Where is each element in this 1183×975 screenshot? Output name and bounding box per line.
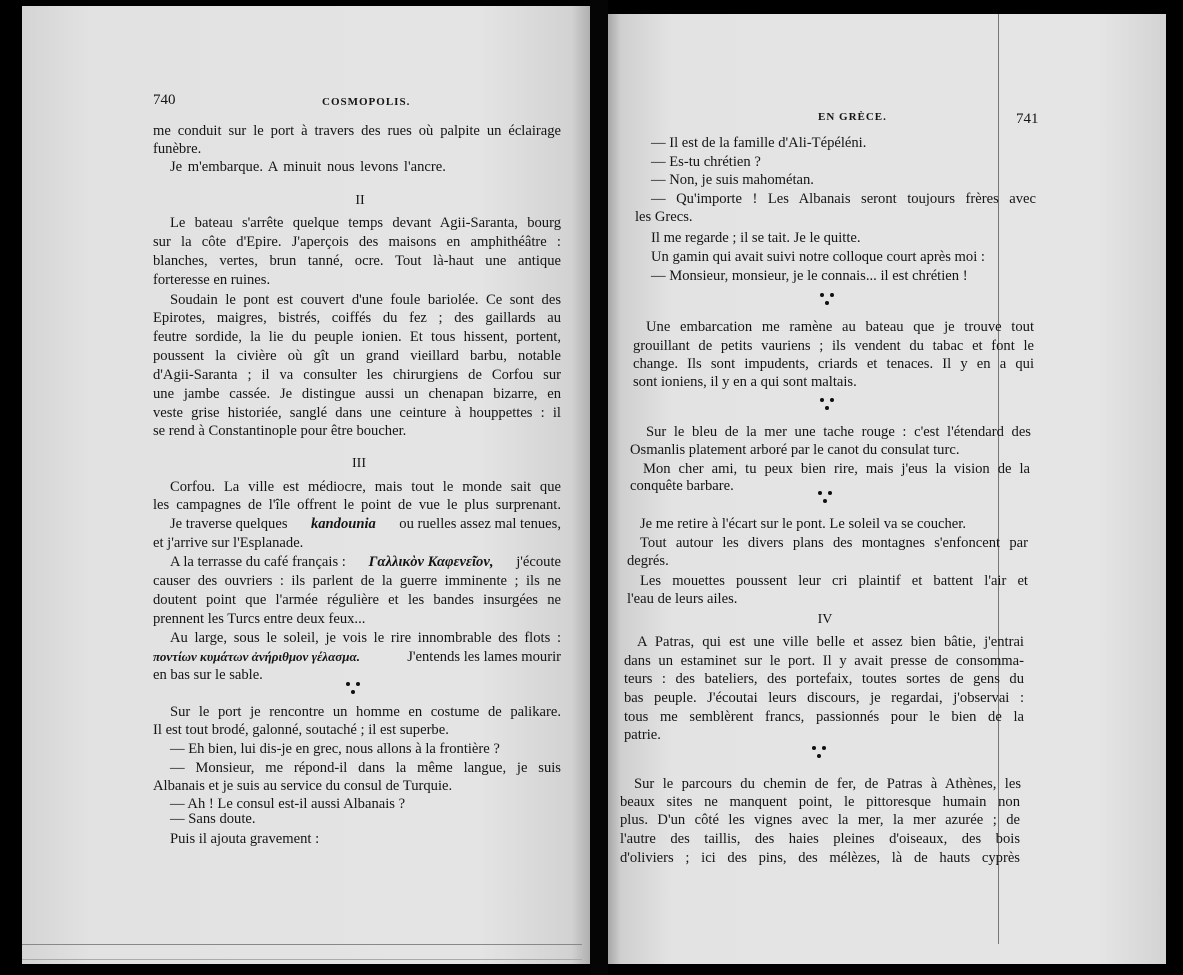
- text-span: j'écoute: [516, 554, 561, 570]
- text-line: Soudain le pont est couvert d'une foule bariolée. Ce sont des: [170, 292, 561, 308]
- text-line: d'Agii-Saranta ; il va consulter les chirurgiens de Corfou sur: [153, 367, 561, 383]
- text-line: — Es-tu chrétien ?: [651, 154, 761, 170]
- running-head: COSMOPOLIS.: [322, 96, 411, 108]
- text-line: — Ah ! Le consul est-il aussi Albanais ?: [170, 796, 406, 812]
- text-line: Tout autour les divers plans des montagnes s'enfoncent par: [640, 535, 1028, 551]
- greek-text: Γαλλικὸν Καφενεῖον,: [368, 554, 494, 570]
- text-line: Sur le bleu de la mer une tache rouge : c'est l'étendard des: [646, 424, 1031, 440]
- text-line: une jambe cassée. Je distingue aussi un chenapan bizarre, en: [153, 386, 561, 402]
- text-line: Albanais et je suis au service du consul de Turquie.: [153, 778, 453, 794]
- text-line: Je m'embarque. A minuit nous levons l'ancre.: [170, 159, 446, 175]
- text-line: — Monsieur, monsieur, je le connais... il est chrétien !: [651, 268, 968, 284]
- text-line: [153, 648, 561, 666]
- text-line: Osmanlis platement arboré par le canot du consulat turc.: [630, 442, 960, 458]
- text-span: ou ruelles assez mal tenues,: [399, 516, 561, 532]
- text-line: beaux sites ne manquent point, le pittoresque humain non: [620, 794, 1020, 810]
- text-span: J'entends les lames mourir: [407, 649, 561, 665]
- text-line: change. Ils sont impudents, criards et tenaces. Il y en a qui: [633, 356, 1034, 372]
- ornament-asterism: [820, 398, 836, 412]
- text-line: les Grecs.: [635, 209, 693, 225]
- text-line: Corfou. La ville est médiocre, mais tout le monde sait que: [170, 479, 561, 495]
- text-line: doutent point que l'armée régulière et les bandes insurgées ne: [153, 592, 561, 608]
- text-line: Le bateau s'arrête quelque temps devant Agii-Saranta, bourg: [170, 215, 561, 231]
- text-line: veste grise historiée, sanglé dans une ceinture à houppettes : il: [153, 405, 561, 421]
- text-line: me conduit sur le port à travers des rues où palpite un éclairage: [153, 123, 561, 139]
- ornament-asterism: [820, 293, 836, 307]
- text-line: patrie.: [624, 727, 661, 743]
- text-line: se rend à Constantinople pour être boucher.: [153, 423, 407, 439]
- text-line: sont ioniens, il y en a qui sont maltais.: [633, 374, 857, 390]
- italic-word: kandounia: [310, 516, 376, 532]
- section-heading: II: [355, 193, 365, 208]
- text-line: prennent les Turcs entre deux feux...: [153, 611, 366, 627]
- text-line: Mon cher ami, tu peux bien rire, mais j'eus la vision de la: [643, 461, 1030, 477]
- text-line: Je me retire à l'écart sur le pont. Le soleil va se coucher.: [640, 516, 966, 532]
- text-line: Epirotes, maigres, bistrés, coiffés du fez ; des gaillards au: [153, 310, 561, 326]
- text-line: bas peuple. J'écoutai leurs discours, je regardai, j'observai :: [624, 690, 1024, 706]
- text-line: [170, 515, 561, 533]
- text-line: d'oliviers ; ici des pins, des mélèzes, là de hauts cyprès: [620, 850, 1020, 866]
- text-line: l'eau de leurs ailes.: [627, 591, 738, 607]
- text-line: blanches, vertes, brun tanné, ocre. Tout là-haut une antique: [153, 253, 561, 269]
- ornament-asterism: [812, 746, 828, 760]
- text-line: Les mouettes poussent leur cri plaintif et battent l'air et: [640, 573, 1028, 589]
- text-line: funèbre.: [153, 141, 202, 157]
- text-line: tous me semblèrent francs, passionnés pour le bien de la: [624, 709, 1024, 725]
- text-line: — Non, je suis mahométan.: [651, 172, 814, 188]
- text-line: plus. D'un côté les vignes avec la mer, la mer azurée ; de: [620, 812, 1020, 828]
- text-line: — Il est de la famille d'Ali-Tépéléni.: [651, 135, 867, 151]
- text-line: dans un estaminet sur le port. Il y avait presse de consomma-: [624, 653, 1024, 669]
- page-number: 741: [1016, 111, 1039, 127]
- text-span: A la terrasse du café français :: [170, 554, 346, 570]
- text-line: poussent la civière où gît un grand vieillard barbu, notable: [153, 348, 561, 364]
- text-line: grouillant de petits vauriens ; ils vendent du tabac et font le: [633, 338, 1034, 354]
- section-heading: III: [352, 456, 366, 471]
- book-gutter: [590, 0, 608, 975]
- text-line: Une embarcation me ramène au bateau que je trouve tout: [646, 319, 1034, 335]
- text-line: teurs : des bateliers, des portefaix, toutes sortes de gens du: [624, 671, 1024, 687]
- text-line: Il me regarde ; il se tait. Je le quitte.: [651, 230, 861, 246]
- text-line: Un gamin qui avait suivi notre colloque court après moi :: [651, 249, 985, 265]
- text-line: les campagnes de l'île offrent le point de vue le plus surprenant.: [153, 497, 561, 513]
- text-line: Sur le parcours du chemin de fer, de Patras à Athènes, les: [634, 776, 1021, 792]
- text-line: — Qu'importe ! Les Albanais seront toujours frères avec: [651, 191, 1036, 207]
- running-head: EN GRÈCE.: [818, 111, 887, 123]
- text-line: conquête barbare.: [630, 478, 734, 494]
- text-line: A Patras, qui est une ville belle et assez bien bâtie, j'entrai: [637, 634, 1024, 650]
- text-line: sur la côte d'Epire. J'aperçois des maisons en amphithéâtre :: [153, 234, 561, 250]
- text-line: causer des ouvriers : ils parlent de la guerre imminente ; ils ne: [153, 573, 561, 589]
- text-line: Au large, sous le soleil, je vois le rire innombrable des flots :: [170, 630, 561, 646]
- text-line: — Monsieur, me répond-il dans la même langue, je suis: [170, 760, 561, 776]
- text-line: l'autre des taillis, des haies pleines d'oiseaux, des bois: [620, 831, 1020, 847]
- text-line: Puis il ajouta gravement :: [170, 831, 320, 847]
- text-line: — Sans doute.: [170, 811, 256, 827]
- ornament-asterism: [818, 491, 834, 505]
- page-edge-lines: [22, 944, 582, 960]
- text-line: [170, 553, 561, 571]
- text-line: forteresse en ruines.: [153, 272, 271, 288]
- text-span: Je traverse quelques: [170, 516, 288, 532]
- greek-text: ποντίων κυμάτων ἀνήριθμον γέλασμα.: [153, 649, 360, 664]
- section-heading: IV: [817, 612, 833, 627]
- text-line: et j'arrive sur l'Esplanade.: [153, 535, 304, 551]
- page-number: 740: [153, 92, 176, 108]
- text-line: Sur le port je rencontre un homme en costume de palikare.: [170, 704, 561, 720]
- text-line: feutre sordide, la lie du peuple ionien. Et tous hissent, portent,: [153, 329, 561, 345]
- ornament-asterism: [346, 682, 362, 696]
- text-line: Il est tout brodé, galonné, soutaché ; il est superbe.: [153, 722, 449, 738]
- text-line: — Eh bien, lui dis-je en grec, nous allons à la frontière ?: [170, 741, 500, 757]
- text-line: degrés.: [627, 553, 669, 569]
- text-line: en bas sur le sable.: [153, 667, 263, 683]
